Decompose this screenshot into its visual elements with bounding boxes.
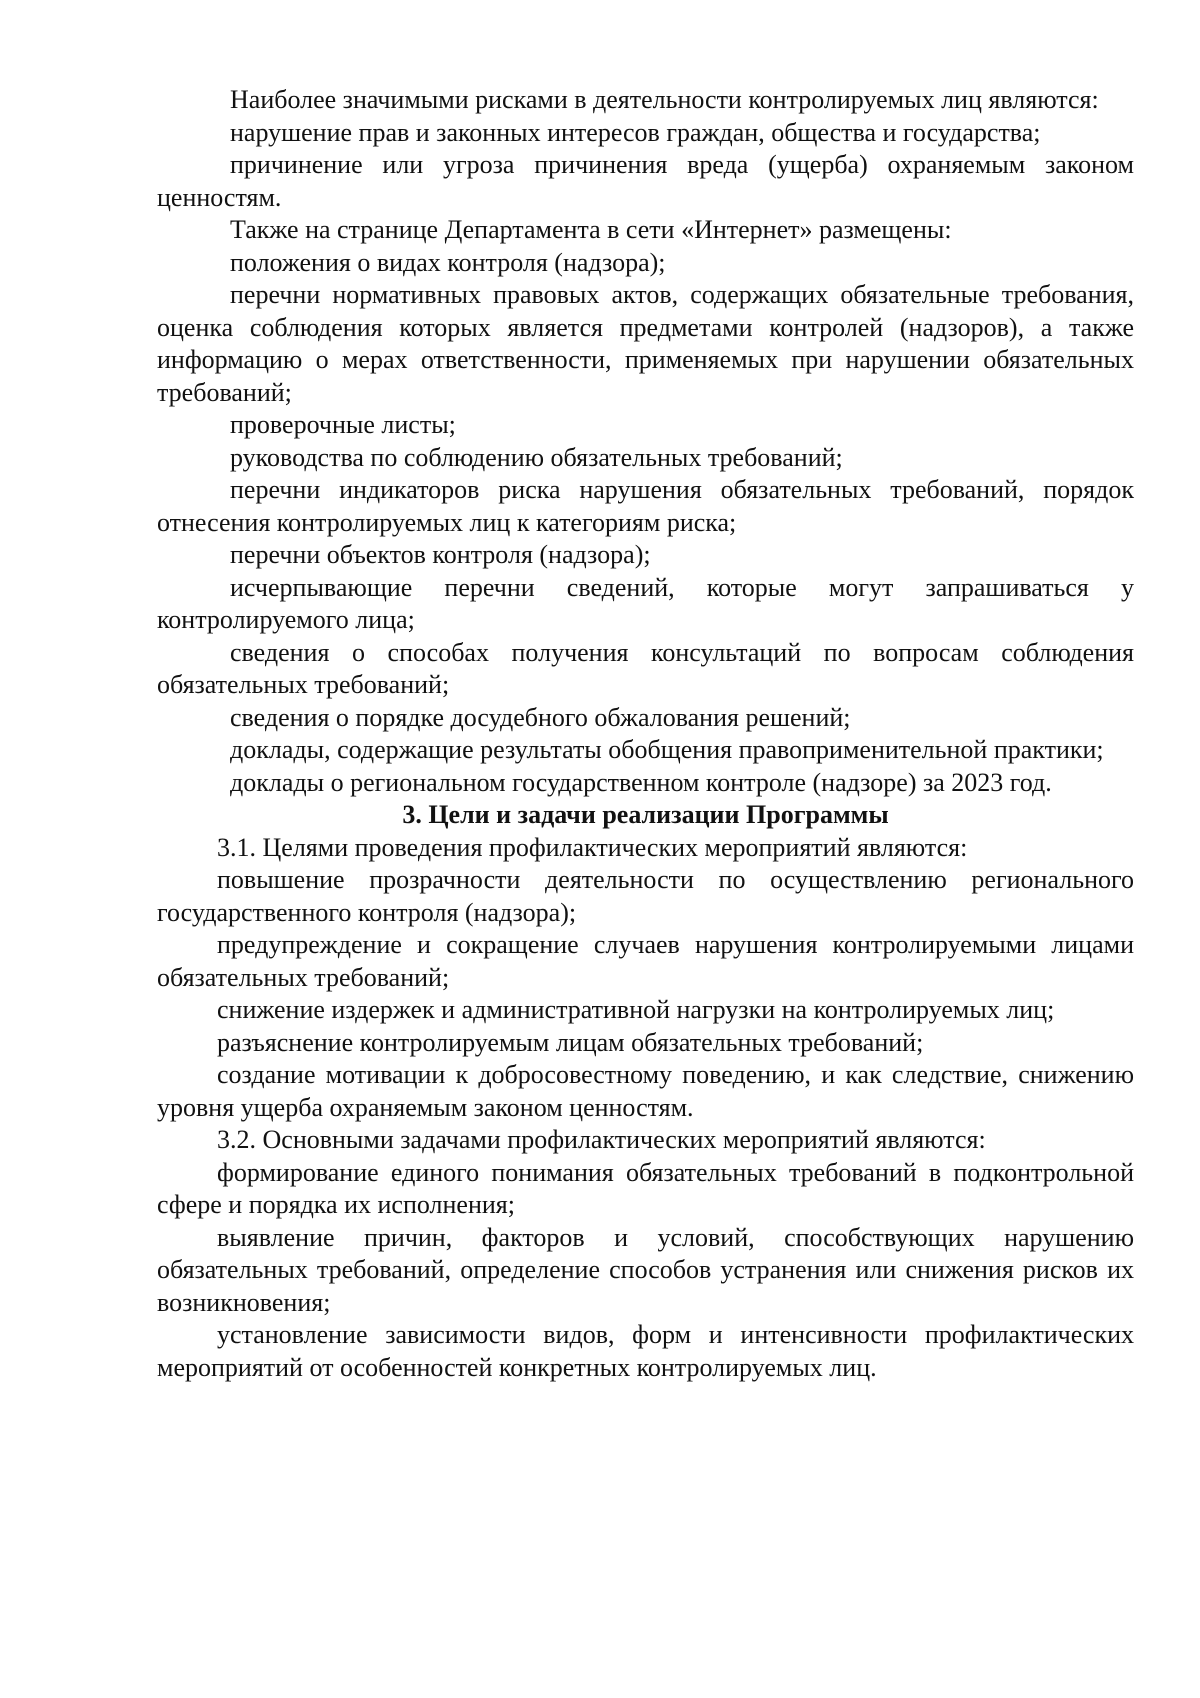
- paragraph: сведения о порядке досудебного обжалования решений;: [230, 702, 851, 732]
- paragraph: предупреждение и сокращение случаев нарушения контролируемыми лицами обязательных требований;: [157, 930, 1134, 992]
- paragraph: создание мотивации к добросовестному поведению, и как следствие, снижению уровня ущерба охраняемым законом ценностям.: [157, 1060, 1134, 1122]
- paragraph: проверочные листы;: [230, 410, 456, 439]
- paragraph: перечни объектов контроля (надзора);: [230, 540, 651, 569]
- paragraph: 3.2. Основными задачами профилактических мероприятий являются:: [217, 1125, 986, 1154]
- paragraph: исчерпывающие перечни сведений, которые могут запрашиваться у контролируемого лица;: [157, 572, 1134, 634]
- paragraph: доклады, содержащие результаты обобщения правоприменительной практики;: [230, 735, 1104, 764]
- paragraph: 3.1. Целями проведения профилактических мероприятий являются:: [217, 832, 968, 862]
- paragraph: Также на странице Департамента в сети «Интернет» размещены:: [230, 215, 952, 244]
- paragraph: нарушение прав и законных интересов граждан, общества и государства;: [230, 117, 1041, 147]
- paragraph: сведения о способах получения консультаций по вопросам соблюдения обязательных требований;: [157, 637, 1134, 699]
- paragraph: положения о видах контроля (надзора);: [230, 247, 666, 277]
- paragraph: причинение или угроза причинения вреда (ущерба) охраняемым законом ценностям.: [157, 150, 1134, 212]
- section-heading: 3. Цели и задачи реализации Программы: [402, 800, 889, 829]
- paragraph: формирование единого понимания обязательных требований в подконтрольной сфере и порядка их исполнения;: [157, 1157, 1134, 1219]
- section-3: [157, 799, 1134, 1384]
- paragraph: перечни индикаторов риска нарушения обязательных требований, порядок отнесения контролируемых лиц к категориям риска;: [157, 475, 1134, 537]
- paragraph: снижение издержек и административной нагрузки на контролируемых лиц;: [217, 995, 1055, 1024]
- paragraph: руководства по соблюдению обязательных требований;: [230, 442, 843, 472]
- paragraph: Наиболее значимыми рисками в деятельности контролируемых лиц являются:: [230, 85, 1099, 114]
- paragraph: разъяснение контролируемым лицам обязательных требований;: [217, 1027, 924, 1057]
- paragraph: выявление причин, факторов и условий, способствующих нарушению обязательных требований, определение способов устранения или снижения рисков их возникновения;: [157, 1222, 1134, 1317]
- paragraph: перечни нормативных правовых актов, содержащих обязательные требования, оценка соблюдения которых является предметами контролей (надзоров), а также информацию о мерах ответственности, применяемых при нарушении обязательных требований;: [157, 280, 1134, 407]
- intro-text: [157, 84, 1134, 799]
- paragraph: повышение прозрачности деятельности по осуществлению регионального государственного контроля (надзора);: [157, 865, 1134, 927]
- paragraph: доклады о региональном государственном контроле (надзоре) за 2023 год.: [230, 767, 1052, 797]
- paragraph: установление зависимости видов, форм и интенсивности профилактических мероприятий от особенностей конкретных контролируемых лиц.: [157, 1320, 1134, 1382]
